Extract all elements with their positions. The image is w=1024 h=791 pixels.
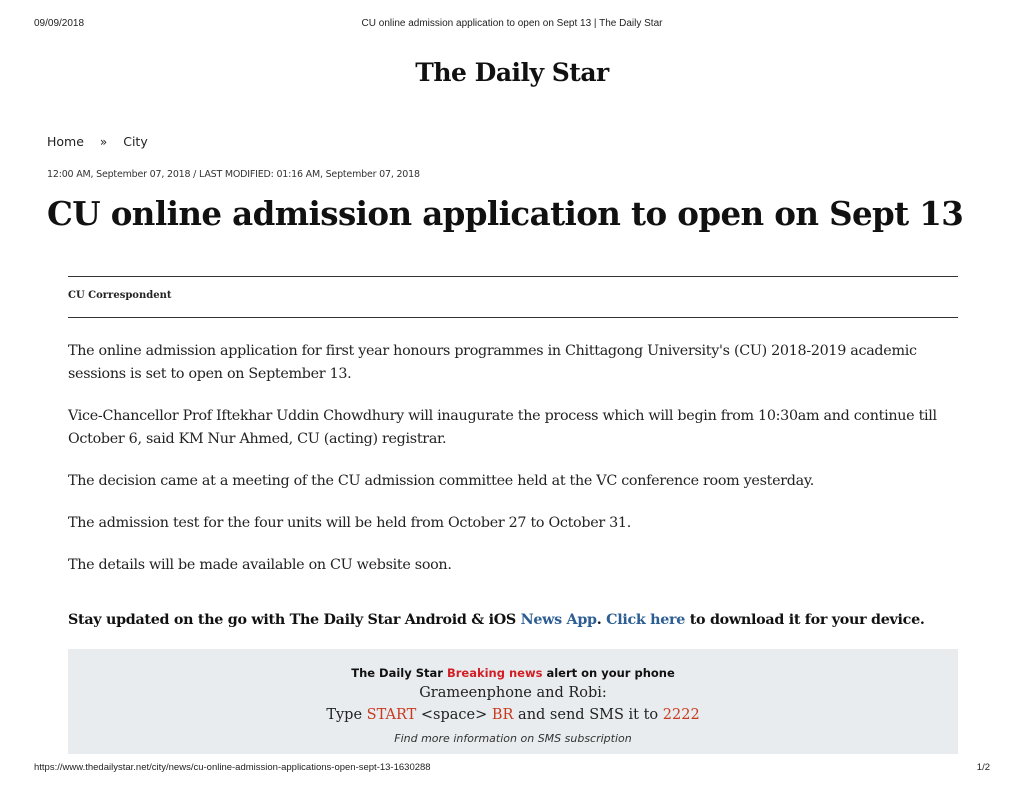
app-promo (68, 612, 958, 628)
article-paragraph: The online admission application for first year honours programmes in Chittagong University's (CU) 2018-2019 academic sessions is set to open on September 13. (68, 343, 917, 382)
promo-prefix: Stay updated on the go with The Daily Star Android & iOS (68, 612, 521, 628)
alert-tail: alert on your phone (542, 666, 675, 680)
site-logo[interactable]: The Daily Star (415, 58, 609, 87)
promo-middle: . (596, 612, 607, 628)
print-page-title: CU online admission application to open on Sept 13 | The Daily Star (361, 18, 663, 29)
alert-brand: The Daily Star (351, 666, 447, 680)
print-date: 09/09/2018 (34, 18, 85, 29)
article-body (68, 340, 958, 596)
author-name: CU Correspondent (68, 290, 172, 301)
sms-number: 2222 (662, 707, 700, 723)
sms-alert-box (68, 649, 958, 754)
send-text: and send SMS it to (513, 707, 663, 723)
print-url: https://www.thedailystar.net/city/news/cu-online-admission-applications-open-sept-13-1630288 (34, 762, 431, 773)
sms-operators: Grameenphone and Robi: (419, 685, 607, 701)
sms-alert-title (68, 666, 958, 680)
sms-more-info-link[interactable]: Find more information on SMS subscription (394, 732, 632, 745)
article-paragraph: The admission test for the four units will be held from October 27 to October 31. (68, 515, 631, 531)
breadcrumb-section-link[interactable]: City (123, 134, 148, 149)
breadcrumb (47, 134, 148, 149)
article-paragraph: The decision came at a meeting of the CU admission committee held at the VC conference room yesterday. (68, 473, 814, 489)
br-keyword: BR (491, 707, 514, 723)
promo-suffix: to download it for your device. (685, 612, 925, 628)
breadcrumb-separator-icon: » (99, 135, 108, 149)
space-text: <space> (416, 707, 492, 723)
start-keyword: START (366, 707, 417, 723)
type-label: Type (326, 707, 367, 723)
article-paragraph: Vice-Chancellor Prof Iftekhar Uddin Chowdhury will inaugurate the process which will begin from 10:30am and continue till October 6, said KM Nur Ahmed, CU (acting) registrar. (68, 408, 937, 447)
click-here-link[interactable]: Click here (606, 612, 686, 628)
masthead (0, 58, 1024, 87)
print-header (0, 14, 1024, 34)
page-number: 1/2 (976, 762, 990, 773)
news-app-link[interactable]: News App (520, 612, 597, 628)
article-paragraph: The details will be made available on CU website soon. (68, 557, 452, 573)
sms-instructions (68, 707, 958, 723)
article-headline: CU online admission application to open on Sept 13 (47, 194, 964, 233)
breadcrumb-home-link[interactable]: Home (47, 134, 84, 149)
byline-bar (68, 276, 958, 318)
article-timestamp: 12:00 AM, September 07, 2018 / LAST MODIFIED: 01:16 AM, September 07, 2018 (47, 169, 420, 180)
breaking-news-label: Breaking news (446, 666, 543, 680)
